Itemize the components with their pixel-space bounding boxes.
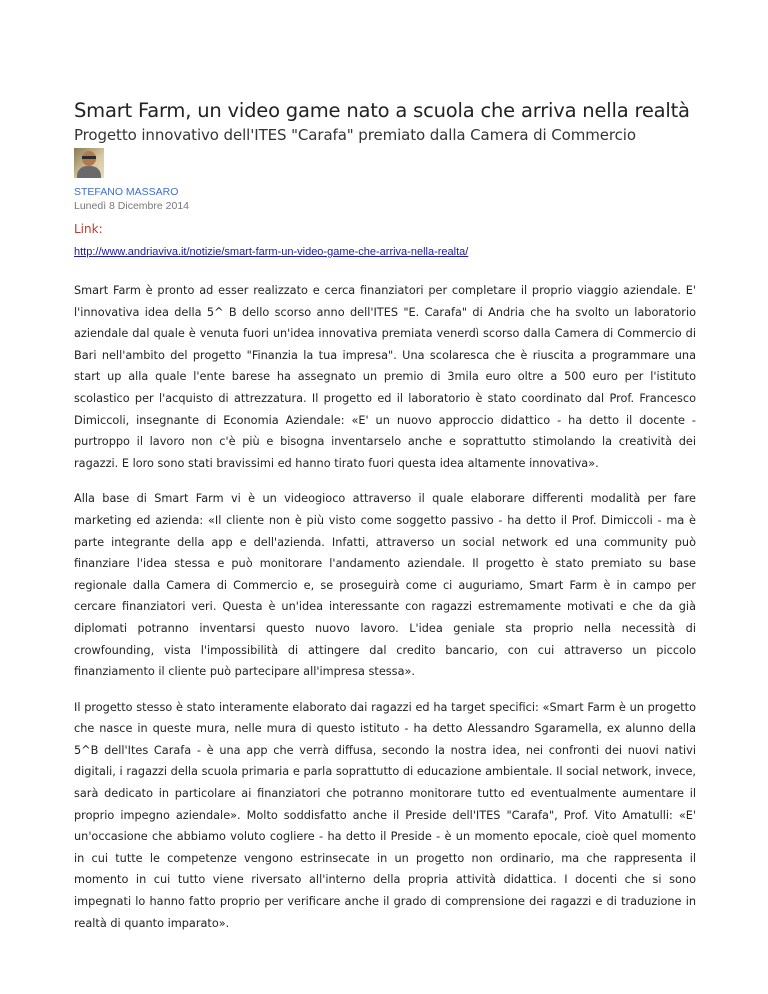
paragraph-2: Alla base di Smart Farm vi è un videogioco attraverso il quale elaborare differenti modalità per fare marketing ed azienda: «Il cliente non è più visto come soggetto passivo - ha detto il Prof. Dimiccoli - ma è parte integrante della app e dell'azienda. Infatti, attraverso un social network ed una community può finanziare l'idea stessa e può monitorare l'andamento aziendale. Il progetto è stato premiato su base regionale dalla Camera di Commercio e, se proseguirà come ci auguriamo, Smart Farm è in campo per cercare finanziatori veri. Questa è un'idea interessante con ragazzi estremamente motivati e che da già diplomati potranno inventarsi questo nuovo lavoro. L'idea geniale sta proprio nella necessità di crowfounding, vista l'impossibilità di attingere dal credito bancario, con cui attraverso un piccolo finanziamento il cliente può partecipare all'impresa stessa». — [74, 492, 696, 679]
publish-date: Lunedì 8 Dicembre 2014 — [74, 200, 189, 212]
author-name[interactable]: STEFANO MASSARO — [74, 186, 179, 198]
article-title: Smart Farm, un video game nato a scuola che arriva nella realtà — [74, 99, 690, 122]
paragraph-3: Il progetto stesso è stato interamente elaborato dai ragazzi ed ha target specifici: «Smart Farm è un progetto che nasce in queste mura, nelle mura di questo istituto - ha detto Alessandro Sgaramella, ex alunno della 5^B dell'Ites Carafa - è una app che verrà diffusa, secondo la nostra idea, nei confronti dei nuovi nativi digitali, i ragazzi della scuola primaria e parla soprattutto di educazione ambientale. Il social network, invece, sarà dedicato in particolare ai finanziatori che potranno monitorare tutto ed eventualmente aumentare il proprio impegno aziendale». Molto soddisfatto anche il Preside dell'ITES "Carafa", Prof. Vito Amatulli: «E' un'occasione che abbiamo voluto cogliere - ha detto il Preside - è un momento epocale, cioè quel momento in cui tutte le competenze vengono estrinsecate in un progetto non ordinario, ma che rappresenta il momento in cui tutto viene riversato all'interno della propria attività didattica. I docenti che si sono impegnati lo hanno fatto proprio per verificare anche il grado di comprensione dei ragazzi e di traduzione in realtà di quanto imparato». — [74, 700, 696, 930]
author-avatar — [74, 148, 104, 178]
article — [74, 98, 696, 934]
link-label: Link: — [74, 222, 103, 236]
article-subtitle: Progetto innovativo dell'ITES "Carafa" premiato dalla Camera di Commercio — [74, 126, 636, 144]
source-link[interactable]: http://www.andriaviva.it/notizie/smart-farm-un-video-game-che-arriva-nella-realta/ — [74, 246, 469, 258]
paragraph-1: Smart Farm è pronto ad esser realizzato e cerca finanziatori per completare il proprio viaggio aziendale. E' l'innovativa idea della 5^ B dello scorso anno dell'ITES "E. Carafa" di Andria che ha svolto un laboratorio aziendale dal quale è venuta fuori un'idea innovativa premiata venerdì scorso dalla Camera di Commercio di Bari nell'ambito del progetto "Finanzia la tua impresa". Una scolaresca che è riuscita a programmare una start up alla quale l'ente barese ha assegnato un premio di 3mila euro oltre a 500 euro per l'istituto scolastico per l'acquisto di attrezzatura. Il progetto ed il laboratorio è stato coordinato dal Prof. Francesco Dimiccoli, insegnante di Economia Aziendale: «E' un nuovo approccio didattico - ha detto il docente - purtroppo il lavoro non c'è più e bisogna inventarselo anche e soprattutto stimolando la creatività dei ragazzi. E loro sono stati bravissimi ed hanno tirato fuori questa idea altamente innovativa». — [74, 284, 696, 470]
